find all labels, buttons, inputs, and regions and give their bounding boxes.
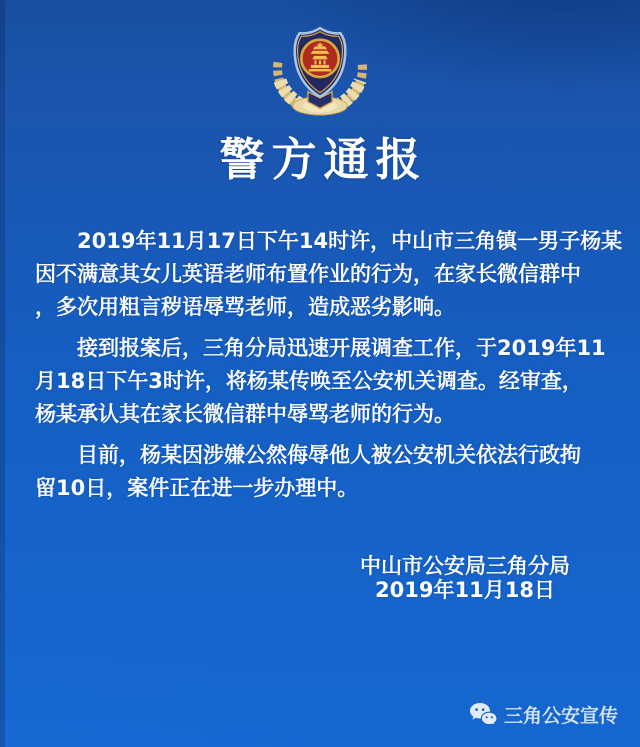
body-line: 目前，杨某因涉嫌公然侮辱他人被公安机关依法行政拘 — [77, 443, 581, 467]
watermark — [469, 701, 618, 728]
police-badge-icon — [264, 22, 376, 117]
page-title: 警方通报 — [219, 133, 428, 186]
body-line: 接到报案后，三角分局迅速开展调查工作，于2019年11 — [77, 336, 606, 360]
body-line: ，多次用粗言秽语辱骂老师，造成恶劣影响。 — [35, 295, 455, 319]
watermark-text: 三角公安宣传 — [503, 705, 618, 727]
paragraph-1 — [35, 225, 623, 324]
wechat-icon — [469, 702, 497, 727]
signature-agency: 中山市公安局三角分局 — [360, 554, 570, 578]
body-line: 2019年11月17日下午14时许，中山市三角镇一男子杨某 — [77, 229, 623, 253]
body-line: 杨某承认其在家长微信群中辱骂老师的行为。 — [35, 402, 455, 426]
notice-body — [35, 225, 623, 513]
body-line: 月18日下午3时许，将杨某传唤至公安机关调查。经审查， — [35, 369, 583, 393]
signature-date: 2019年11月18日 — [375, 578, 555, 602]
paragraph-2 — [35, 332, 606, 431]
body-line: 留10日，案件正在进一步办理中。 — [35, 476, 359, 500]
paragraph-3 — [35, 439, 595, 505]
signature-block — [360, 554, 570, 602]
body-line: 因不满意其女儿英语老师布置作业的行为，在家长微信群中 — [35, 262, 581, 286]
police-badge-graphic — [264, 22, 376, 117]
